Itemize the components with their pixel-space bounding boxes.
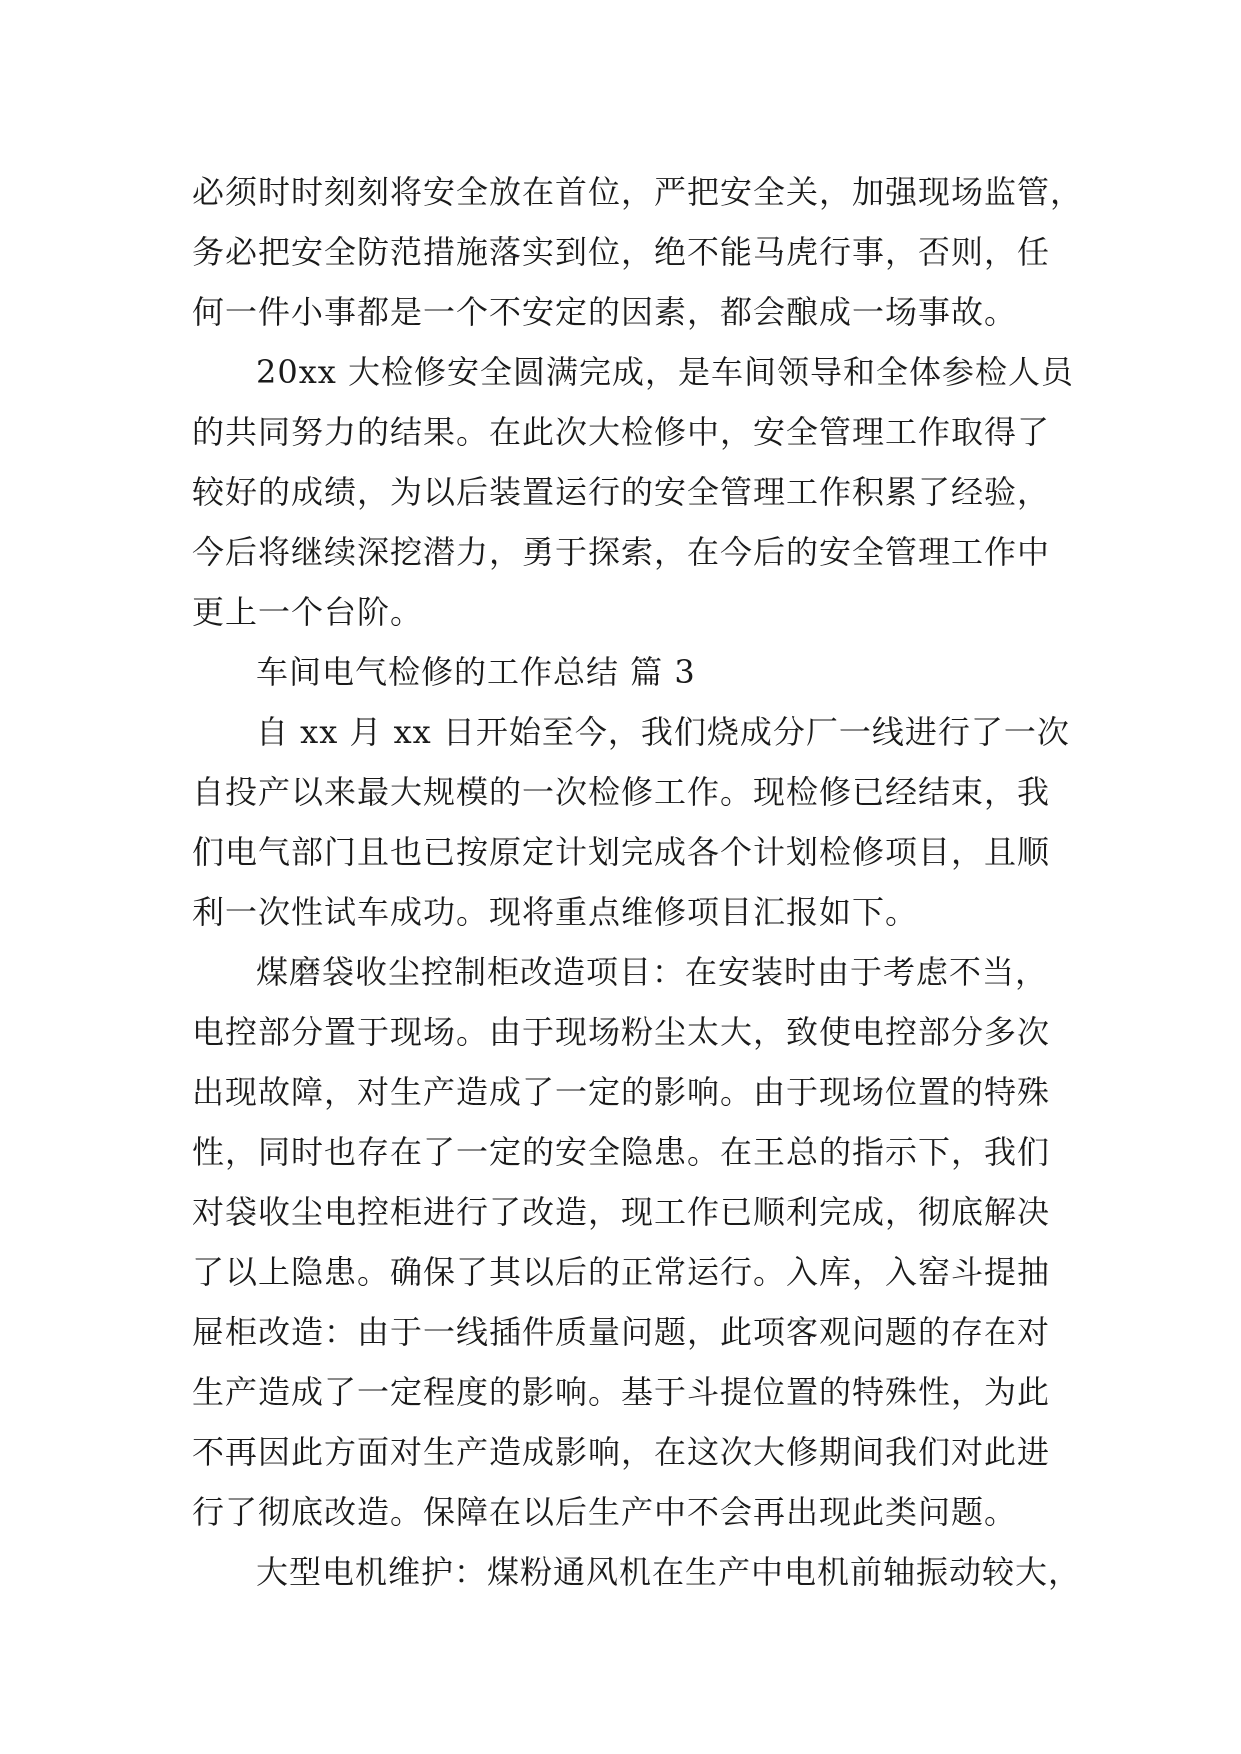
paragraph-line: 大型电机维护：煤粉通风机在生产中电机前轴振动较大， <box>256 1553 1082 1591</box>
paragraph-line: 自 xx 月 xx 日开始至今，我们烧成分厂一线进行了一次 <box>256 713 1070 751</box>
section-heading: 车间电气检修的工作总结 篇 3 <box>256 653 696 691</box>
paragraph-line: 性，同时也存在了一定的安全隐患。在王总的指示下，我们 <box>192 1133 1051 1171</box>
paragraph-line: 们电气部门且也已按原定计划完成各个计划检修项目，且顺 <box>192 833 1051 871</box>
paragraph-line: 更上一个台阶。 <box>192 593 424 631</box>
paragraph-line: 电控部分置于现场。由于现场粉尘太大，致使电控部分多次 <box>192 1013 1051 1051</box>
paragraph-line: 不再因此方面对生产造成影响，在这次大修期间我们对此进 <box>192 1433 1051 1471</box>
paragraph-line: 较好的成绩，为以后装置运行的安全管理工作积累了经验， <box>192 473 1051 511</box>
paragraph-line: 务必把安全防范措施落实到位，绝不能马虎行事，否则，任 <box>192 233 1051 271</box>
paragraph-line: 煤磨袋收尘控制柜改造项目：在安装时由于考虑不当， <box>256 953 1049 991</box>
paragraph-line: 了以上隐患。确保了其以后的正常运行。入库，入窑斗提抽 <box>192 1253 1051 1291</box>
paragraph-line: 20xx 大检修安全圆满完成，是车间领导和全体参检人员 <box>256 353 1074 391</box>
paragraph-line: 对袋收尘电控柜进行了改造，现工作已顺利完成，彻底解决 <box>192 1193 1051 1231</box>
paragraph-line: 必须时时刻刻将安全放在首位，严把安全关，加强现场监管， <box>192 173 1084 211</box>
paragraph-line: 何一件小事都是一个不安定的因素，都会酿成一场事故。 <box>192 293 1018 331</box>
paragraph-line: 行了彻底改造。保障在以后生产中不会再出现此类问题。 <box>192 1493 1018 1531</box>
paragraph-line: 出现故障，对生产造成了一定的影响。由于现场位置的特殊 <box>192 1073 1051 1111</box>
paragraph-line: 利一次性试车成功。现将重点维修项目汇报如下。 <box>192 893 919 931</box>
paragraph-line: 的共同努力的结果。在此次大检修中，安全管理工作取得了 <box>192 413 1051 451</box>
paragraph-line: 屉柜改造：由于一线插件质量问题，此项客观问题的存在对 <box>192 1313 1051 1351</box>
paragraph-line: 自投产以来最大规模的一次检修工作。现检修已经结束，我 <box>192 773 1051 811</box>
paragraph-line: 生产造成了一定程度的影响。基于斗提位置的特殊性，为此 <box>192 1373 1051 1411</box>
paragraph-line: 今后将继续深挖潜力，勇于探索，在今后的安全管理工作中 <box>192 533 1051 571</box>
